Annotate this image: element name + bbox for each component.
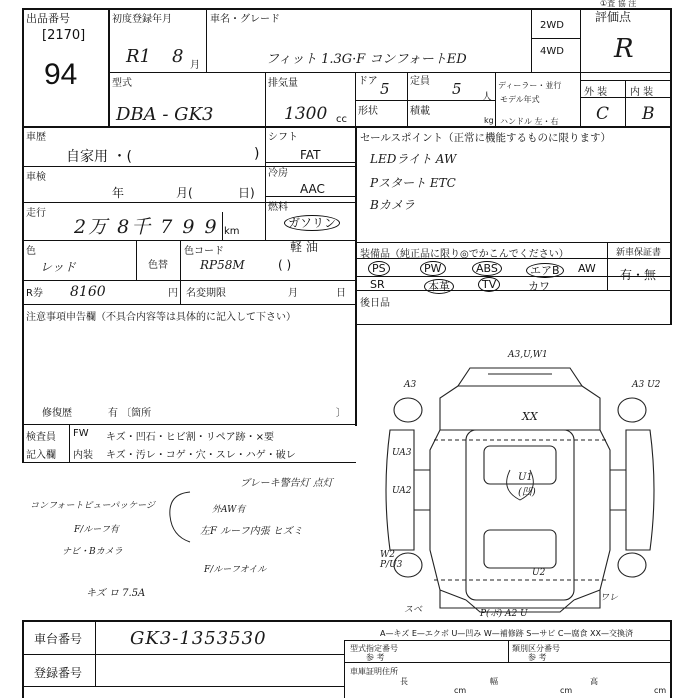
deadline-day: 日	[336, 288, 346, 299]
mark-sube: スベ	[404, 605, 423, 615]
width-label: 幅	[490, 677, 498, 686]
model-value: フィット 1.3G·F コンフォートED	[266, 52, 467, 67]
equip-pw: PW	[420, 262, 446, 275]
interior-value: B	[642, 104, 655, 124]
equip-abs: ABS	[472, 262, 502, 275]
equipment-label: 装備品（純正品に限り◎でかこんでください）	[360, 249, 569, 260]
exterior-value: C	[596, 104, 610, 124]
capacity-label: 定員	[410, 76, 430, 87]
model-year-label: モデル年式	[500, 95, 540, 104]
exterior-label: 外 装	[584, 87, 608, 98]
mark-front: A3,U,W1	[508, 350, 548, 360]
recycle-value: 8160	[70, 284, 106, 300]
drive-2wd: 2WD	[540, 20, 564, 31]
recycle-label: R券	[26, 288, 43, 299]
note-package: コンフォートビューパッケージ	[30, 501, 155, 511]
color-code-value: RP58M	[200, 258, 245, 272]
dealer-label: ディーラー・並行	[498, 81, 562, 90]
post-registration-label: 後日品	[360, 298, 390, 309]
equip-leather: 本革	[424, 278, 454, 294]
first-registration-label: 初度登録年月	[112, 14, 172, 25]
displacement-unit: cc	[336, 114, 347, 125]
note-oil: F/ルーフオイル	[204, 565, 267, 575]
sales-point-1: LEDライト AW	[370, 152, 457, 166]
note-aw: 外AW有	[212, 505, 246, 515]
mileage-label: 走行	[26, 208, 46, 219]
fuel-label: 燃料	[268, 202, 288, 213]
load-label: 積載	[410, 106, 430, 117]
mark-ua2: UA2	[392, 486, 412, 496]
mileage-value: 2万 8千 7 9 9	[74, 216, 219, 238]
inspection-day: 日)	[238, 186, 255, 200]
displacement-value: 1300	[284, 104, 328, 124]
mark-left-front: A3	[404, 380, 417, 390]
fuel-other: ( )	[278, 258, 292, 272]
drive-4wd: 4WD	[540, 46, 564, 57]
notes-label: 注意事項申告欄（不具合内容等は具体的に記入して下さい）	[26, 312, 296, 323]
sales-point-2: Pスタート ETC	[370, 176, 456, 190]
entry-label: 記入欄	[26, 450, 56, 461]
lot-number: 94	[44, 58, 78, 91]
equip-tv: TV	[478, 278, 500, 291]
int-items: キズ・汚レ・コゲ・穴・スレ・ハゲ・破レ	[106, 450, 296, 461]
deadline-month: 月	[288, 288, 298, 299]
mark-crack: ワレ	[600, 593, 619, 603]
corner-note: ①査 協 注	[600, 0, 637, 8]
interior-label: 内 装	[630, 87, 654, 98]
registration-month: 8	[172, 46, 184, 67]
fw-items: キズ・凹石・ヒビ割・リペア跡・×要	[106, 432, 274, 443]
designation-label: 型式指定番号	[350, 644, 398, 653]
chassis-value: GK3-1353530	[130, 628, 267, 649]
class-ref: 参 考	[528, 653, 547, 662]
capacity-value: 5	[452, 80, 462, 98]
shape-label: 形状	[358, 106, 378, 117]
type-label: 型式	[112, 78, 132, 89]
inspector-label: 検査員	[26, 432, 56, 443]
grade-value: R	[614, 34, 634, 64]
equip-kawa: カワ	[528, 280, 550, 293]
fw-label: FW	[73, 428, 89, 439]
height-cm: cm	[654, 686, 667, 695]
chassis-label: 車台番号	[34, 632, 83, 646]
height-label: 高	[590, 677, 598, 686]
mileage-unit: km	[224, 226, 240, 237]
history-value: 自家用 ・(	[66, 149, 132, 165]
history-close: )	[254, 146, 260, 162]
inspection-month: 月(	[176, 186, 193, 200]
mark-rear-left: W2 P/U3	[380, 550, 403, 570]
mark-roof-dent: U1 (凹)	[518, 472, 536, 498]
repair-value: 有 〔箇所	[108, 408, 152, 419]
width-cm: cm	[560, 686, 573, 695]
capacity-unit: 人	[482, 92, 492, 103]
mark-rear: U2	[532, 568, 546, 578]
mark-xx: XX	[522, 410, 538, 423]
mark-ua3: UA3	[392, 448, 412, 458]
sales-points-label: セールスポイント（正常に機能するものに限ります）	[360, 132, 612, 144]
equip-ps: PS	[368, 262, 390, 275]
color-value: レッド	[40, 260, 76, 274]
repair-label: 修復歴	[42, 408, 72, 419]
note-brake: ブレーキ警告灯 点灯	[240, 478, 333, 489]
repair-close: 〕	[336, 408, 346, 419]
mark-right-front: A3 U2	[632, 380, 661, 390]
color-code-label: 色コード	[184, 246, 224, 257]
shift-label: シフト	[268, 132, 298, 143]
handle-label: ハンドル 左・右	[500, 117, 559, 126]
warranty-label: 新車保証書	[616, 248, 662, 258]
class-label: 類別区分番号	[512, 644, 560, 653]
month-unit: 月	[190, 60, 200, 71]
garage-cert-label: 車庫証明住所	[350, 667, 398, 676]
grade-label: 評価点	[595, 10, 632, 24]
ac-value: AAC	[300, 182, 325, 196]
length-cm: cm	[454, 686, 467, 695]
note-scratch: キズ ロ 7.5A	[86, 588, 146, 599]
equip-aw: AW	[578, 262, 596, 275]
note-lining: 左F ルーフ内張 ヒズミ	[200, 526, 303, 537]
lot-label: 出品番号	[26, 12, 70, 25]
type-value: DBA - GK3	[116, 104, 214, 125]
shift-value: FAT	[300, 148, 321, 162]
ac-label: 冷房	[268, 168, 288, 179]
displacement-label: 排気量	[268, 78, 298, 89]
lot-code: [2170]	[42, 28, 86, 43]
door-value: 5	[380, 80, 390, 98]
inspection-label: 車検	[26, 172, 46, 183]
load-unit: kg	[484, 116, 494, 125]
damage-legend: A—キズ E—エクボ U—凹み W—補修跡 S—サビ C—腐食 XX—交換済	[380, 629, 634, 638]
recycle-unit: 円	[168, 288, 178, 299]
door-label: ドア	[358, 76, 378, 87]
fuel-diesel: 軽 油	[290, 240, 318, 254]
color-label: 色	[26, 246, 36, 257]
mark-bumper: P(ボ) A2 U	[480, 609, 528, 619]
color-change-label: 色替	[148, 260, 168, 271]
model-label: 車名・グレード	[210, 14, 280, 25]
equip-sr: SR	[370, 278, 385, 291]
equip-airbag: エアB	[526, 262, 564, 278]
length-label: 長	[400, 677, 408, 686]
int-label: 内装	[73, 450, 93, 461]
deadline-label: 名変期限	[186, 288, 226, 299]
inspection-year: 年	[112, 186, 125, 200]
note-roof: F/ルーフ有	[74, 525, 119, 535]
note-navi: ナビ・Bカメラ	[62, 547, 123, 557]
designation-ref: 参 考	[366, 653, 385, 662]
registration-no-label: 登録番号	[34, 666, 83, 680]
sales-point-3: Bカメラ	[370, 198, 415, 212]
bracket-mark	[150, 488, 210, 548]
registration-era: R1	[126, 46, 152, 67]
history-label: 車歴	[26, 132, 46, 143]
fuel-gasoline: ガソリン	[284, 214, 340, 231]
warranty-value: 有・無	[620, 268, 657, 282]
